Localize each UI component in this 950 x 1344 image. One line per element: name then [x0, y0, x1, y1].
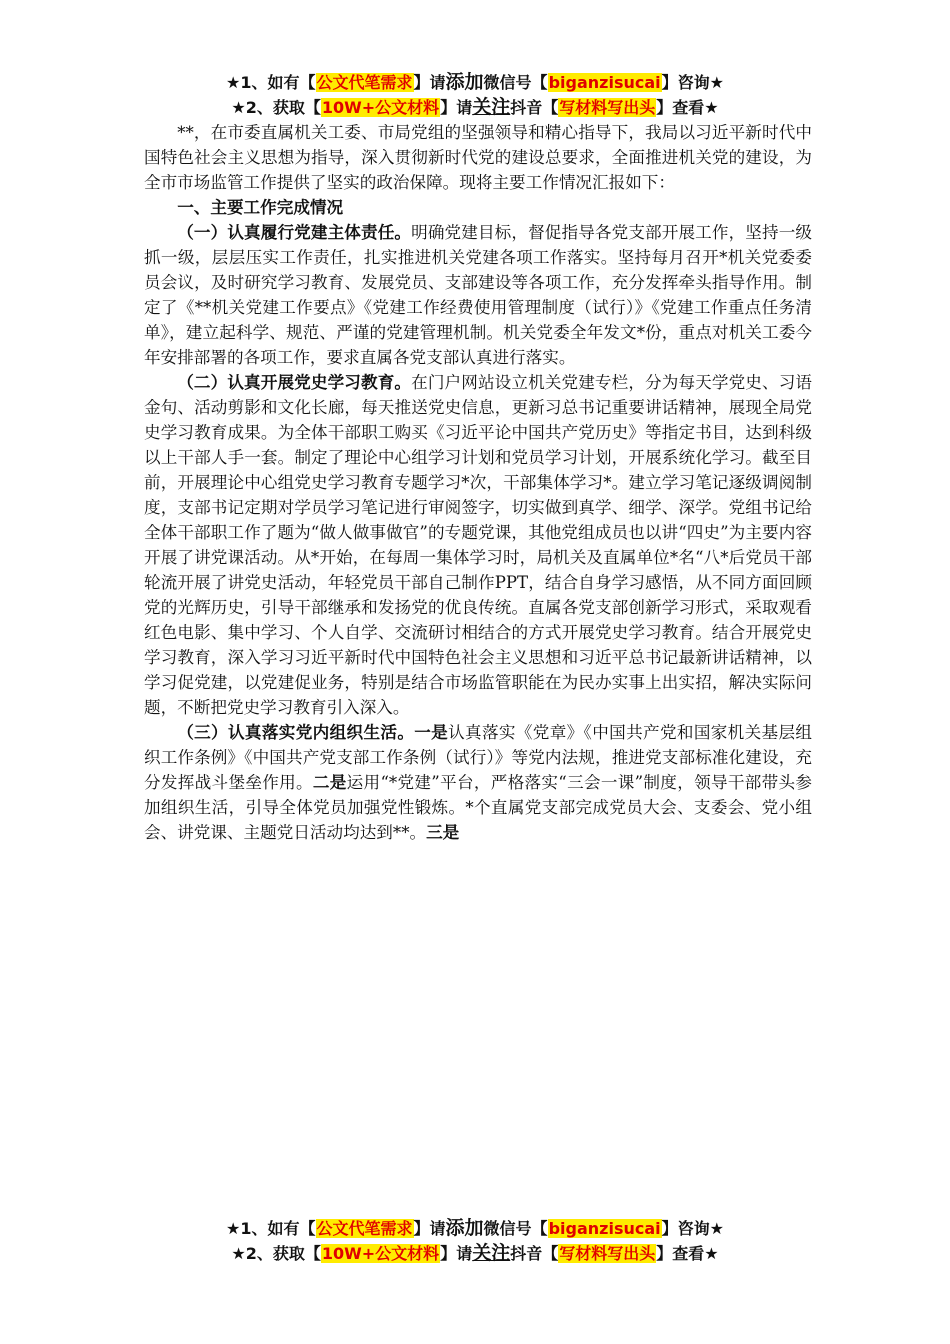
- document-body: [144, 120, 812, 845]
- highlight-wechat-id: biganzisucai: [548, 1219, 661, 1238]
- promo-line-1: ★1、如有【公文代笔需求】请添加微信号【biganzisucai】咨询★: [226, 1217, 724, 1239]
- paragraph-item-2: （二）认真开展党史学习教育。在门户网站设立机关党建专栏，分为每天学党史、习语金句、活动剪影和文化长廊，每天推送党史信息，更新习总书记重要讲话精神，展现全局党史学习教育成果。为全体干部职工购买《习近平论中国共产党历史》等指定书目，达到科级以上干部人手一套。制定了理论中心组学习计划和党员学习计划，开展系统化学习。截至目前，开展理论中心组党史学习教育专题学习*次，干部集体学习*。建立学习笔记逐级调阅制度，支部书记定期对学员学习笔记进行审阅签字，切实做到真学、细学、深学。党组书记给全体干部职工作了题为“做人做事做官”的专题党课，其他党组成员也以讲“四史”为主要内容开展了讲党课活动。从*开始，在每周一集体学习时，局机关及直属单位*名“八*后党员干部轮流开展了讲党史活动，年轻党员干部自己制作PPT，结合自身学习感悟，从不同方面回顾党的光辉历史，引导干部继承和发扬党的优良传统。直属各党支部创新学习形式，采取观看红色电影、集中学习、个人自学、交流研讨相结合的方式开展党史学习教育。结合开展党史学习教育，深入学习习近平新时代中国特色社会主义思想和习近平总书记最新讲话精神，以学习促党建，以党建促业务，特别是结合市场监管职能在为民办实事上出实招，解决实际问题，不断把党史学习教育引入深入。: [144, 373, 812, 717]
- paragraph-item-1: （一）认真履行党建主体责任。明确党建目标，督促指导各党支部开展工作，坚持一级抓一级，层层压实工作责任，扎实推进机关党建各项工作落实。坚持每月召开*机关党委委员会议，及时研究学习教育、发展党员、支部建设等各项工作，充分发挥牵头指导作用。制定了《**机关党建工作要点》《党建工作经费使用管理制度（试行）》《党建工作重点任务清单》，建立起科学、规范、严谨的党建管理机制。机关党委全年发文*份，重点对机关工委今年安排部署的各项工作，要求直属各党支部认真进行落实。: [144, 223, 812, 367]
- highlight-douyin: 写材料写出头: [559, 98, 656, 117]
- promo-banner-top: [0, 70, 950, 120]
- promo-line-2: ★2、获取【10W+公文材料】请关注抖音【写材料写出头】查看★: [231, 1242, 719, 1264]
- highlight-wechat-id: biganzisucai: [548, 73, 661, 92]
- item-3-heading: （三）认真落实党内组织生活。: [177, 723, 415, 742]
- promo-line-1: ★1、如有【公文代笔需求】请添加微信号【biganzisucai】咨询★: [226, 71, 724, 93]
- item-1-heading: （一）认真履行党建主体责任。: [177, 223, 412, 242]
- highlight-materials: 10W+公文材料: [321, 1244, 440, 1263]
- highlight-materials: 10W+公文材料: [321, 98, 440, 117]
- item-2-heading: （二）认真开展党史学习教育。: [177, 373, 412, 392]
- highlight-service: 公文代笔需求: [316, 1219, 413, 1238]
- highlight-service: 公文代笔需求: [316, 73, 413, 92]
- promo-banner-bottom: [0, 1216, 950, 1266]
- intro-paragraph: **，在市委直属机关工委、市局党组的坚强领导和精心指导下，我局以习近平新时代中国特色社会主义思想为指导，深入贯彻新时代党的建设总要求，全面推进机关党的建设，为全市市场监管工作提供了坚实的政治保障。现将主要工作情况汇报如下：: [144, 123, 812, 192]
- section-heading-1: 一、主要工作完成情况: [177, 198, 344, 217]
- promo-line-2: ★2、获取【10W+公文材料】请关注抖音【写材料写出头】查看★: [231, 96, 719, 118]
- paragraph-item-3: （三）认真落实党内组织生活。一是认真落实《党章》《中国共产党和国家机关基层组织工作条例》《中国共产党支部工作条例（试行）》等党内法规，推进党支部标准化建设，充分发挥战斗堡垒作用。二是运用“*党建”平台，严格落实“三会一课”制度，领导干部带头参加组织生活，引导全体党员加强党性锻炼。*个直属党支部完成党员大会、支委会、党小组会、讲党课、主题党日活动均达到**。三是: [144, 723, 813, 842]
- highlight-douyin: 写材料写出头: [559, 1244, 656, 1263]
